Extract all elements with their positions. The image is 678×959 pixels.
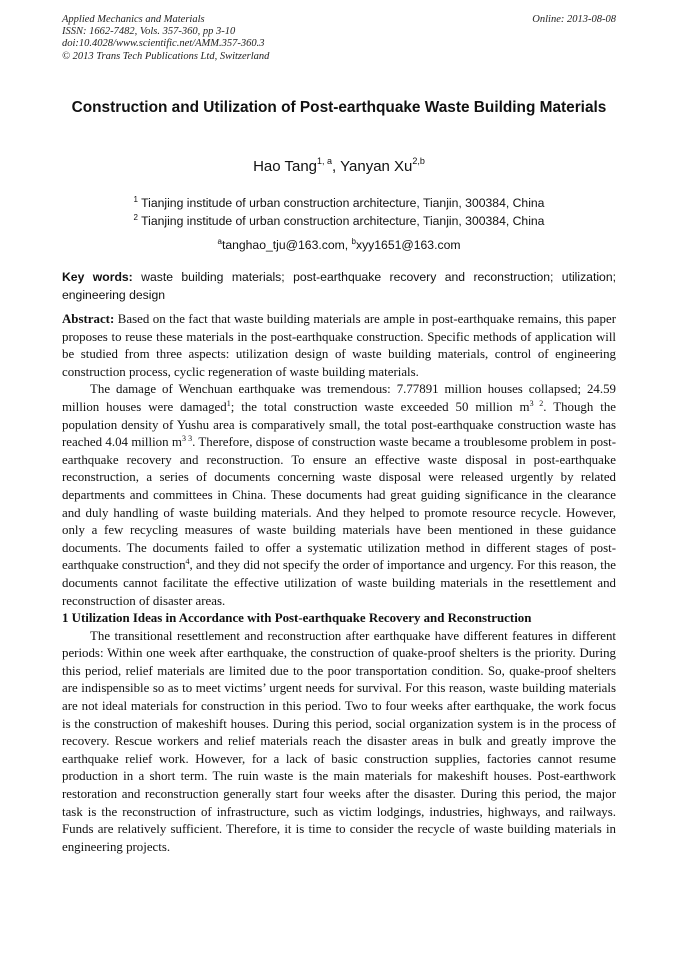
keywords-label: Key words: [62, 270, 133, 284]
abstract-paragraph [62, 311, 616, 381]
paragraph-text: The damage of Wenchuan earthquake was tremendous: 7.77891 million houses collapsed; 24.59 million houses were damaged [62, 382, 616, 414]
citation-mark: 3 2 [529, 398, 544, 408]
author-name: Yanyan Xu [340, 158, 413, 175]
paragraph-text: , and they did not specify the order of importance and urgency. For this reason, the documents cannot facilitate the effective utilization of waste building materials in the resettlement and reconstruction of disaster areas. [62, 558, 616, 608]
section-paragraph: The transitional resettlement and reconstruction after earthquake have different features in different periods: Within one week after earthquake, the construction of quake-proof shelters is the priority. During this period, relief materials are limited due to the poor transportation condition. So, quake-proof shelters are indispensible so as to meet victims’ urgent needs for survival. For this reason, waste building materials are not ideal materials for construction in this period. Two to four weeks after earthquake, the work focus is the construction of makeshift houses. During this period, social organization system is in the process of recovery. Rescue workers and relief materials reach the disaster areas in bulk and greatly improve the earthquake relief work. However, for a lack of basic construction supplies, factories cannot resume production in a short term. The ruin waste is the main materials for makeshift houses. Post-earthwork restoration and reconstruction generally start four weeks after the disaster. During this period, the major task is the reconstruction of infrastructure, such as victim lodgings, industries, highways, and railways. Funds are relatively sufficient. Therefore, it is time to consider the recycle of waste building materials in engineering projects. [62, 628, 616, 854]
email-address: xyy1651@163.com [355, 238, 461, 252]
affiliation-text: Tianjing institude of urban construction architecture, Tianjin, 300384, China [137, 214, 545, 228]
author-separator: , [332, 158, 341, 175]
affiliation-2 [62, 214, 616, 228]
email-mark: a [217, 237, 222, 246]
affiliation-text: Tianjing institude of urban construction architecture, Tianjin, 300384, China [137, 196, 545, 210]
paper-title: Construction and Utilization of Post-earthquake Waste Building Materials [71, 99, 607, 116]
issn-line: ISSN: 1662-7482, Vols. 357-360, pp 3-10 [62, 26, 236, 38]
paragraph-text: ; the total construction waste exceeded 50 million m [230, 399, 530, 414]
copyright-line: © 2013 Trans Tech Publications Ltd, Switzerland [62, 50, 270, 62]
email-mark: b [351, 237, 356, 246]
paragraph-text: . Though the population density of Yushu area is comparatively small, the total post-earthquake construction waste has reached 4.04 million m [62, 399, 616, 450]
affiliation-mark: 2 [133, 213, 138, 222]
author-emails [62, 238, 616, 252]
citation-mark: 4 [185, 557, 190, 567]
author-name: Hao Tang [253, 158, 318, 175]
paragraph-text: . Therefore, dispose of construction waste became a troublesome problem in post-earthquake recovery and reconstruction. To ensure an effective waste disposal in post-earthquake reconstruction, a series of documents concerning waste disposal were released urgently by related departments and committees in China. These documents had great guiding significance in the clearance and duly handling of waste building materials. And they helped to promote resource recycle. However, only a few recycling measures of waste building materials have been mentioned in these guidance documents. The documents failed to offer a systematic utilization method in different stages of post-earthquake construction [62, 435, 617, 573]
section-heading: 1 Utilization Ideas in Accordance with Post-earthquake Recovery and Reconstruction [62, 611, 532, 626]
affiliation-mark: 1 [133, 195, 138, 204]
paper-body [62, 311, 616, 856]
intro-paragraph [62, 381, 616, 610]
author-affiliation-mark: 1, a [317, 156, 333, 166]
author-affiliation-mark: 2,b [412, 156, 425, 166]
doi-line: doi:10.4028/www.scientific.net/AMM.357-360.3 [62, 38, 265, 50]
online-date: Online: 2013-08-08 [532, 14, 616, 25]
citation-mark: 3 3 [181, 434, 193, 444]
author-list [62, 158, 616, 175]
keywords [62, 268, 616, 304]
affiliation-1 [62, 196, 616, 210]
email-address: tanghao_tju@163.com, [221, 238, 352, 252]
journal-name: Applied Mechanics and Materials [62, 14, 205, 25]
journal-header [62, 14, 616, 63]
citation-mark: 1 [226, 398, 231, 408]
abstract-text: Based on the fact that waste building materials are ample in post-earthquake remains, this paper proposes to reuse these materials in the post-earthquake construction. Specific methods of application will be studied from three aspects: utilization design of waste building materials, control of engineering construction process, cyclic regeneration of waste building materials. [62, 312, 616, 379]
keywords-text: waste building materials; post-earthquake recovery and reconstruction; utilization; engineering design [62, 270, 616, 302]
abstract-label: Abstract: [62, 312, 115, 326]
